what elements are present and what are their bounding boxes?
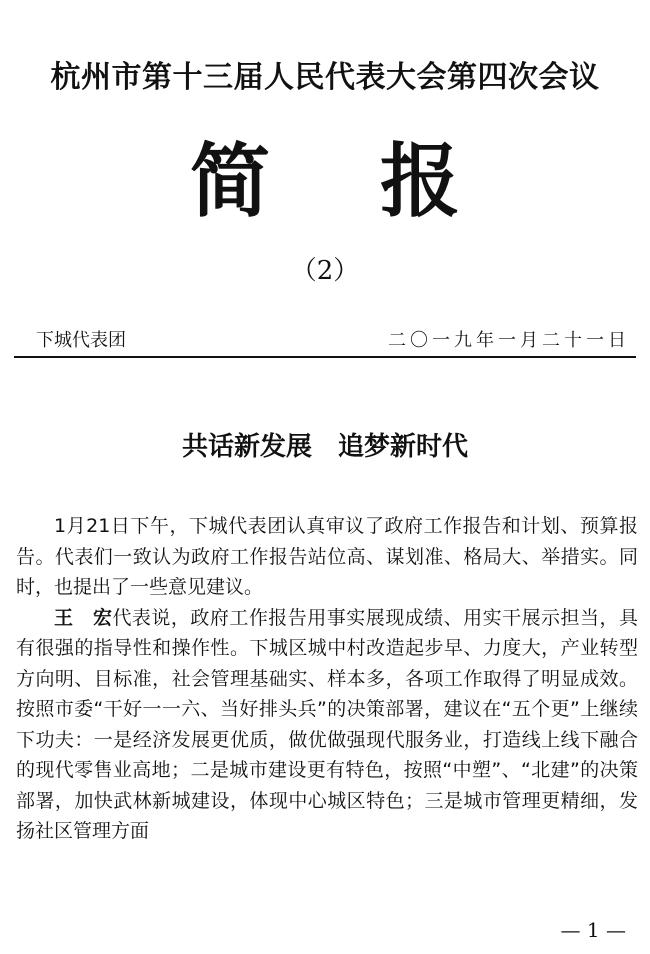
headline-part-2: 追梦新时代: [338, 432, 469, 462]
page-number: — 1 —: [560, 918, 626, 942]
article-body: [16, 511, 638, 847]
publication-title: 简报: [190, 135, 570, 228]
headline-part-1: 共话新发展: [181, 432, 312, 462]
header-divider: [14, 356, 636, 358]
article-headline: [0, 426, 650, 463]
paragraph-speaker: [16, 603, 638, 847]
issue-number: （2）: [290, 256, 360, 286]
delegation-name: 下城代表团: [36, 330, 126, 351]
issue-date: 二〇一九年一月二十一日: [388, 330, 630, 351]
speaker-remarks: 代表说，政府工作报告用事实展现成绩、用实干展示担当，具有很强的指导性和操作性。下城区城中村改造起步早、力度大，产业转型方向明、目标准，社会管理基础实、样本多，各项工作取得了明显成效。按照市委“干好一一六、当好排头兵”的决策部署，建议在“五个更”上继续下功夫：一是经济发展更优质，做优做强现代服务业，打造线上线下融合的现代零售业高地；二是城市建设更有特色，按照“中塑”、“北建”的决策部署，加快武林新城建设，体现中心城区特色；三是城市管理更精细，发扬社区管理方面: [16, 606, 638, 842]
speaker-name: 王 宏: [54, 606, 113, 629]
paragraph-intro: 1月21日下午，下城代表团认真审议了政府工作报告和计划、预算报告。代表们一致认为政府工作报告站位高、谋划准、格局大、举措实。同时，也提出了一些意见建议。: [16, 515, 638, 598]
masthead-title: 杭州市第十三届人民代表大会第四次会议: [50, 60, 600, 95]
